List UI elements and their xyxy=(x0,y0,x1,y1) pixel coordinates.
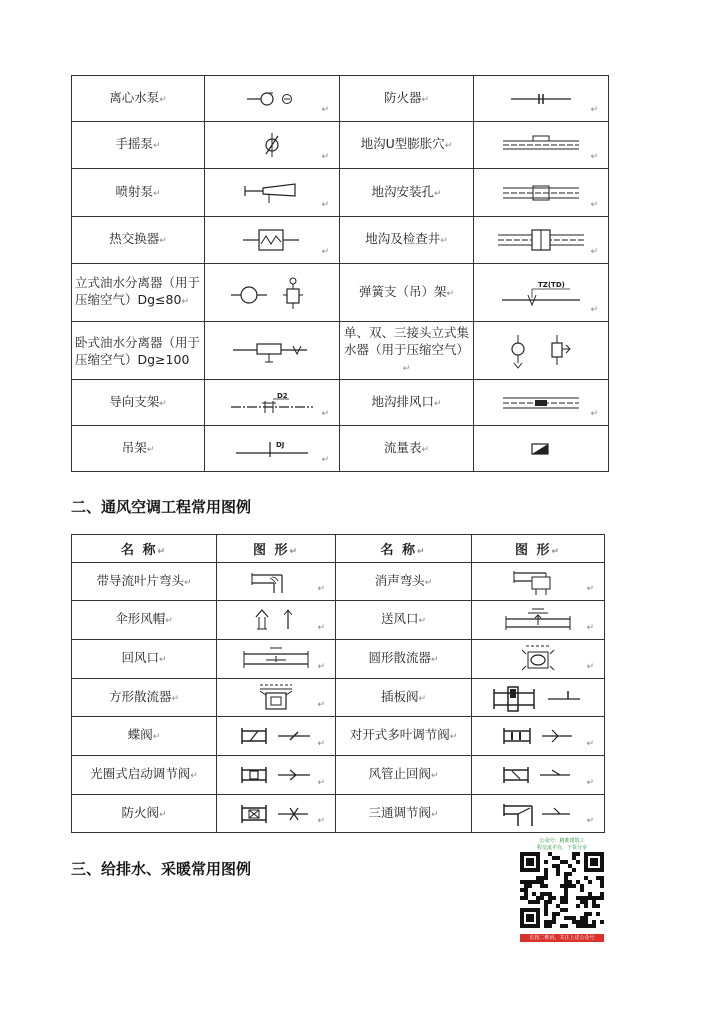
table-cell: 立式油水分离器（用于压缩空气）Dg≤80↵ xyxy=(72,264,205,322)
iris-damper-icon: ↵ xyxy=(217,756,336,795)
table-row xyxy=(72,217,609,264)
vertical-separator-icon xyxy=(205,264,340,322)
centrifugal-pump-icon: ↵ xyxy=(205,76,340,122)
table-cell: 吊架↵ xyxy=(72,426,205,472)
three-way-damper-icon: ↵ xyxy=(472,795,605,833)
hanger-label: DJ xyxy=(276,440,285,449)
table-cell: 热交换器↵ xyxy=(72,217,205,264)
table-row xyxy=(72,426,609,472)
table-cell: 地沟安装孔↵ xyxy=(340,169,474,217)
vaned-elbow-icon: ↵ xyxy=(217,563,336,601)
table-cell: 地沟及检查井↵ xyxy=(340,217,474,264)
guide-support-icon: D2 ↵ xyxy=(205,380,340,426)
table-cell: 带导流叶片弯头↵ xyxy=(72,563,217,601)
jet-pump-icon: ↵ xyxy=(205,169,340,217)
heat-exchanger-icon: ↵ xyxy=(205,217,340,264)
horizontal-separator-icon xyxy=(205,322,340,380)
table-cell: 导向支架↵ xyxy=(72,380,205,426)
section-title-ventilation: 二、通风空调工程常用图例 xyxy=(71,498,252,516)
section-title-plumbing: 三、给排水、采暖常用图例 xyxy=(71,860,252,878)
header-shape-1: 图 形↵ xyxy=(217,535,336,563)
duct-check-valve-icon: ↵ xyxy=(472,756,605,795)
table-row xyxy=(72,76,609,122)
header-name-2: 名 称↵ xyxy=(336,535,472,563)
table-row xyxy=(72,717,605,756)
header-shape-2: 图 形↵ xyxy=(472,535,605,563)
table-cell: 卧式油水分离器（用于压缩空气）Dg≥100 xyxy=(72,322,205,380)
multi-blade-damper-icon: ↵ xyxy=(472,717,605,756)
table-cell: 圆形散流器↵ xyxy=(336,640,472,679)
spring-hanger-icon: TZ(TD) ↵ xyxy=(474,264,609,322)
square-diffuser-icon: ↵ xyxy=(217,679,336,717)
table-row xyxy=(72,601,605,640)
water-collector-icon xyxy=(474,322,609,380)
table-cell: 流量表↵ xyxy=(340,426,474,472)
table-cell: 伞形风帽↵ xyxy=(72,601,217,640)
table-cell: 方形散流器↵ xyxy=(72,679,217,717)
table-row xyxy=(72,679,605,717)
table-row xyxy=(72,264,609,322)
trench-vent-icon: ↵ xyxy=(474,380,609,426)
table-cell: 防火器↵ xyxy=(340,76,474,122)
table-row xyxy=(72,795,605,833)
trench-u-expansion-icon: ↵ xyxy=(474,122,609,169)
table-cell: 弹簧支（吊）架↵ xyxy=(340,264,474,322)
flame-arrester-icon: ↵ xyxy=(474,76,609,122)
hanger-icon: DJ ↵ xyxy=(205,426,340,472)
guide-support-label: D2 xyxy=(277,391,288,400)
butterfly-valve-icon: ↵ xyxy=(217,717,336,756)
table-cell: 单、双、三接头立式集水器（用于压缩空气）↵ xyxy=(340,322,474,380)
qr-footer: 长按二维码，关注上述公众号 xyxy=(520,934,604,942)
table-row xyxy=(72,322,609,380)
table-cell: 离心水泵↵ xyxy=(72,76,205,122)
table-cell: 回风口↵ xyxy=(72,640,217,679)
table-cell: 三通调节阀↵ xyxy=(336,795,472,833)
table-header-row xyxy=(72,535,605,563)
qr-caption: 公众号：精准建筑工 程交流平台，干货分享 xyxy=(536,838,587,851)
table-row xyxy=(72,640,605,679)
table-cell: 对开式多叶调节阀↵ xyxy=(336,717,472,756)
trench-install-hole-icon: ↵ xyxy=(474,169,609,217)
table-cell: 喷射泵↵ xyxy=(72,169,205,217)
table-row xyxy=(72,122,609,169)
legend-table-2 xyxy=(71,534,605,833)
return-outlet-icon: ↵ xyxy=(217,640,336,679)
umbrella-cap-icon: ↵ xyxy=(217,601,336,640)
silencer-elbow-icon: ↵ xyxy=(472,563,605,601)
table-cell: 手摇泵↵ xyxy=(72,122,205,169)
table-row xyxy=(72,380,609,426)
trench-inspection-well-icon: ↵ xyxy=(474,217,609,264)
fire-damper-icon: ↵ xyxy=(217,795,336,833)
qr-code-icon[interactable] xyxy=(520,852,604,928)
table-row xyxy=(72,756,605,795)
table-cell: 防火阀↵ xyxy=(72,795,217,833)
table-row xyxy=(72,169,609,217)
table-cell: 地沟排风口↵ xyxy=(340,380,474,426)
hand-pump-icon: ↵ xyxy=(205,122,340,169)
qr-code-block xyxy=(520,838,604,942)
table-cell: 光圈式启动调节阀↵ xyxy=(72,756,217,795)
legend-table-1 xyxy=(71,75,609,472)
flow-meter-icon xyxy=(474,426,609,472)
spring-hanger-label: TZ(TD) xyxy=(538,280,565,289)
table-cell: 插板阀↵ xyxy=(336,679,472,717)
supply-outlet-icon: ↵ xyxy=(472,601,605,640)
header-name-1: 名 称↵ xyxy=(72,535,217,563)
table-cell: 风管止回阀↵ xyxy=(336,756,472,795)
table-cell: 消声弯头↵ xyxy=(336,563,472,601)
round-diffuser-icon: ↵ xyxy=(472,640,605,679)
table-cell: 蝶阀↵ xyxy=(72,717,217,756)
table-row xyxy=(72,563,605,601)
table-cell: 送风口↵ xyxy=(336,601,472,640)
slide-valve-icon xyxy=(472,679,605,717)
table-cell: 地沟U型膨胀穴↵ xyxy=(340,122,474,169)
